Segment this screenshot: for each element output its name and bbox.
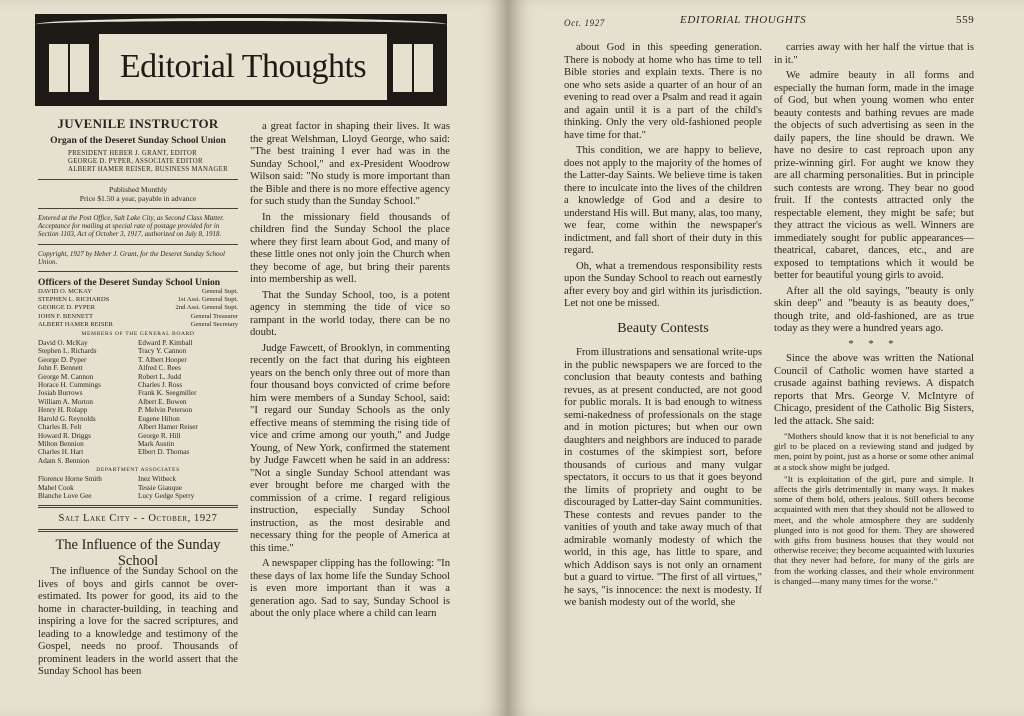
entry-notice: Entered at the Post Office, Salt Lake City, as Second Class Matter. [38, 214, 224, 222]
copyright-notice: Copyright, 1927 by Heber J. Grant, for the Deseret Sunday School Union. [38, 249, 225, 266]
quote-paragraph: "Mothers should know that it is not beneficial to any girl to be placed on a reviewing stand and judged by men, point by point, just as a horse or some other animal at a stock show might be judged. [774, 431, 974, 472]
paragraph: This condition, we are happy to believe, does not apply to the majority of the homes of the Latter-day Saints. We believe time is taken there to inculcate into the lives of the children a knowledge of God and a desire to understand His will. But many, alas, too many, we fear, come within the newspaper's indictment, and fall short of their duty in this regard. [564, 145, 762, 256]
associate-name: Florence Horne Smith [38, 475, 102, 484]
paragraph: carries away with her half the virtue that is in it." [774, 42, 974, 66]
article-column-4 [774, 42, 974, 588]
officers-list [38, 288, 238, 329]
article-column-1 [38, 566, 238, 682]
section-stars: * * * [848, 338, 900, 350]
editorial-banner [35, 14, 447, 106]
divider [38, 271, 238, 272]
quote-paragraph: "It is exploitation of the girl, pure and simple. It affects the girls detrimentally in many ways. It makes some of them bold, others jealous. Still others become acquainted with men that they should not be allowed to meet, and the whole atmosphere they are suddenly plunged into is not good for them. They are showered with gifts from business houses that they would not otherwise receive; they become acquainted with luxuries that they never had before, for many of the girls are from the working classes, and their whole environment is changed—many many times for the worse." [774, 473, 974, 586]
officer-row: DAVID O. MCKAY General Supt. [38, 288, 238, 296]
price-line: Price $1.50 a year, payable in advance [79, 194, 197, 203]
article1-continuation [564, 42, 762, 311]
board-member: Adam S. Bennion [38, 456, 90, 465]
board-member: Stephen L. Richards [38, 347, 97, 356]
officer-row: ALBERT HAMER REISER General Secretary [38, 320, 238, 328]
dateline: Salt Lake City - - October, 1927 [58, 513, 218, 525]
paragraph: Oh, what a tremendous responsibility rests upon the Sunday School to reach out earnestly after every boy and girl within its jurisdiction. Let not one be missed. [564, 260, 762, 309]
associate-name: Mabel Cook [38, 483, 74, 492]
board-column [38, 339, 138, 465]
staff-line: GEORGE D. PYPER, ASSOCIATE EDITOR [68, 158, 203, 165]
board-member: Edward P. Kimball [138, 339, 193, 348]
running-head-title: EDITORIAL THOUGHTS [680, 14, 807, 26]
officers-title: Officers of the Deseret Sunday School Union [38, 277, 221, 289]
divider [38, 208, 238, 209]
acceptance-notice: Acceptance for mailing at special rate of postage provided for in Section 1103, Act of October 3, 1917, authorized on July 8, 1918. [38, 222, 222, 239]
staff-line: PRESIDENT HEBER J. GRANT, EDITOR [68, 150, 197, 157]
associate-name: Blanche Love Gee [38, 491, 92, 500]
associate-name: Lucy Gedge Sperry [138, 491, 195, 500]
associates-column [38, 475, 138, 500]
paragraph: A newspaper clipping has the following: "In these days of lax home life the Sunday School is even more important than it was a generation ago. Sad to say, Sunday School is about the only place where a child can learn [250, 558, 450, 619]
board-list [38, 339, 238, 465]
banner-plate [97, 32, 389, 102]
paragraph: We admire beauty in all forms and especially the human form, made in the image of God, but when young women who enter beauty contests and bathing revues are made the objects of such advertising as seen in the daily papers, the line should be drawn. We have no desire to cast reproach upon any prize-winning girl. For aught we know they are all charming personalities. But in principle such contests are wrong. They bear no good fruit. If the contests attracted only the respectable element, they might be safe; but they attract the vicious as well. Winners are immediately sought for public appearances—theatrical, cabaret, dances, etc., and are exposed to temptations which it would be better for beautiful young girls to avoid. [774, 70, 974, 281]
staff-line: ALBERT HAMER REISER, BUSINESS MANAGER [68, 166, 228, 173]
paragraph: The influence of the Sunday School on the lives of boys and girls cannot be over-estimated. Its power for good, its aid to the home in character-building, in teaching and inspiring a love for the sacred scriptures, and leading to a knowledge and testimony of the Gospel, needs no proof. Thousands of prominent leaders in the world assert that the Sunday School has been [38, 566, 238, 677]
open-book-icon [47, 42, 91, 94]
board-member: George M. Cannon [38, 372, 94, 381]
officer-row: JOHN F. BENNETT General Treasurer [38, 312, 238, 320]
board-member: Milton Bennion [38, 439, 84, 448]
article-column-3 [564, 42, 762, 613]
divider [38, 244, 238, 245]
quoted-statement [774, 431, 974, 586]
published-line: Published Monthly [108, 185, 167, 194]
board-member: Elbert D. Thomas [138, 448, 190, 457]
right-page [508, 0, 1024, 716]
organ-line: Organ of the Deseret Sunday School Union [50, 135, 226, 146]
board-member: Frank K. Seegmiller [138, 389, 197, 398]
article2-body [564, 347, 762, 610]
board-column [138, 339, 238, 465]
board-member: T. Albert Hooper [138, 355, 187, 364]
banner-title: Editorial Thoughts [119, 48, 367, 85]
board-member: Albert Hamer Reiser [138, 423, 198, 432]
divider [38, 529, 238, 532]
paragraph: a great factor in shaping their lives. It was the great Welshman, Lloyd George, who said: "The best training I ever had was in the Sunday School," and ex-President Woodrow Wilson said: "No study is more important than the Bible and there is no more effective agency for such study than the Sunday School." [250, 121, 450, 207]
board-member: Albert E. Bowen [138, 397, 187, 406]
board-member: Charles J. Ross [138, 381, 183, 390]
article-title: Beauty Contests [617, 320, 709, 336]
board-member: David O. McKay [38, 339, 88, 348]
paragraph: From illustrations and sensational write-ups in the public newspapers we are forced to the conclusion that beauty contests and bathing revues, as at present conducted, are not good for public morals. It is bad enough to witness semi-nakedness of professionals on the stage and in motion pictures; but when our own daughters and neighbors are induced to parade in costumes of the skimpiest sort, before thousands of curious and many vulgar spectators, it occurs to us that it goes beyond the limits of propriety and ought to be discouraged by Latter-day Saint communities. These contests and revues pander to the vanities of youth and take away much of that admirable womanly modesty of which the world, in this age, has little to spare, and which Addison says is not only an ornament but a guard to virtue. "The first of all virtues," he says, "is innocence: the next is modesty. If we banish modesty out of the world, she [564, 347, 762, 608]
paragraph: Since the above was written the National Council of Catholic women have started a crusade against bathing reviews. A dispatch reports that Mrs. George V. McIntyre of Chicago, president of the Catholic Big Sisters, led the attack. She said: [774, 353, 974, 427]
associate-name: Tessie Giauque [138, 483, 183, 492]
board-member: Howard R. Driggs [38, 431, 91, 440]
board-member: Eugene Hilton [138, 414, 180, 423]
board-member: Josiah Burrows [38, 389, 83, 398]
board-member: George D. Pyper [38, 355, 87, 364]
page-number: 559 [956, 14, 975, 26]
board-member: Charles H. Hart [38, 448, 84, 457]
board-member: Tracy Y. Cannon [138, 347, 187, 356]
board-member: George R. Hill [138, 431, 181, 440]
associates-title: DEPARTMENT ASSOCIATES [96, 467, 180, 474]
officer-row: STEPHEN L. RICHARDS 1st Asst. General Supt. [38, 296, 238, 304]
paragraph: After all the old sayings, "beauty is only skin deep" and "beauty is as beauty does," though trite, and old-fashioned, are as true today as they were a hundred years ago. [774, 285, 974, 334]
masthead [38, 116, 238, 579]
paragraph: about God in this speeding generation. There is nobody at home who has time to tell Bible stories and explain texts. There is no one who sets aside a quarter of an hour of an evening to read over a Psalm and read it again and again until it is a part of the child's thinking. Only the very old-fashioned people have time for that." [564, 42, 762, 141]
board-member: Charles B. Felt [38, 423, 82, 432]
divider [38, 179, 238, 180]
board-member: Henry H. Rolapp [38, 406, 88, 415]
running-head-date: Oct. 1927 [564, 18, 605, 28]
officer-row: GEORGE D. PYPER 2nd Asst. General Supt. [38, 304, 238, 312]
staff-list [68, 150, 238, 174]
left-page [0, 0, 508, 716]
divider [38, 505, 238, 508]
article-title: The Influence of the Sunday School [55, 537, 221, 570]
banner-arch-ornament [35, 18, 447, 31]
article-column-2 [250, 121, 450, 624]
board-member: John F. Bennett [38, 364, 83, 373]
board-member: Robert L. Judd [138, 372, 181, 381]
board-member: Mark Austin [138, 439, 175, 448]
associates-list [38, 475, 238, 500]
associate-name: Inez Witbeck [138, 475, 177, 484]
board-member: William A. Morton [38, 397, 94, 406]
board-member: Alfred C. Rees [138, 364, 181, 373]
associates-column [138, 475, 238, 500]
paragraph: In the missionary field thousands of children find the Sunday School the place where they first learn about God, and many of these little ones not only join the Church when they become of age, but bring their parents into membership as well. [250, 211, 450, 285]
board-member: Harold G. Reynolds [38, 414, 96, 423]
board-member: P. Melvin Peterson [138, 406, 193, 415]
board-member: Horace H. Cummings [38, 381, 101, 390]
article2-continuation [774, 42, 974, 336]
board-title: MEMBERS OF THE GENERAL BOARD [81, 331, 195, 338]
magazine-title: JUVENILE INSTRUCTOR [57, 116, 219, 131]
paragraph: That the Sunday School, too, is a potent agency in stemming the tide of vice so rampant in the world today, there can be no doubt. [250, 289, 450, 338]
open-book-icon [391, 42, 435, 94]
article2-addendum [774, 353, 974, 428]
paragraph: Judge Fawcett, of Brooklyn, in commenting recently on the fact that during his eighteen years on the bench only three out of more than four thousand boys convicted of crime before him were members of a Sunday School, said: "I regard our Sunday Schools as the only effective means of stemming the rising tide of vice and crime among our youth," and Judge Young, of New York, confirmed the statement by Judge Fawcett when he said in an address: "Not a single Sunday School attendant was ever brought before me charged with the commission of a crime. I regard religious instruction, especially Sunday School instruction, as the most desirable and necessary thing for the people of America at this time." [250, 342, 450, 554]
